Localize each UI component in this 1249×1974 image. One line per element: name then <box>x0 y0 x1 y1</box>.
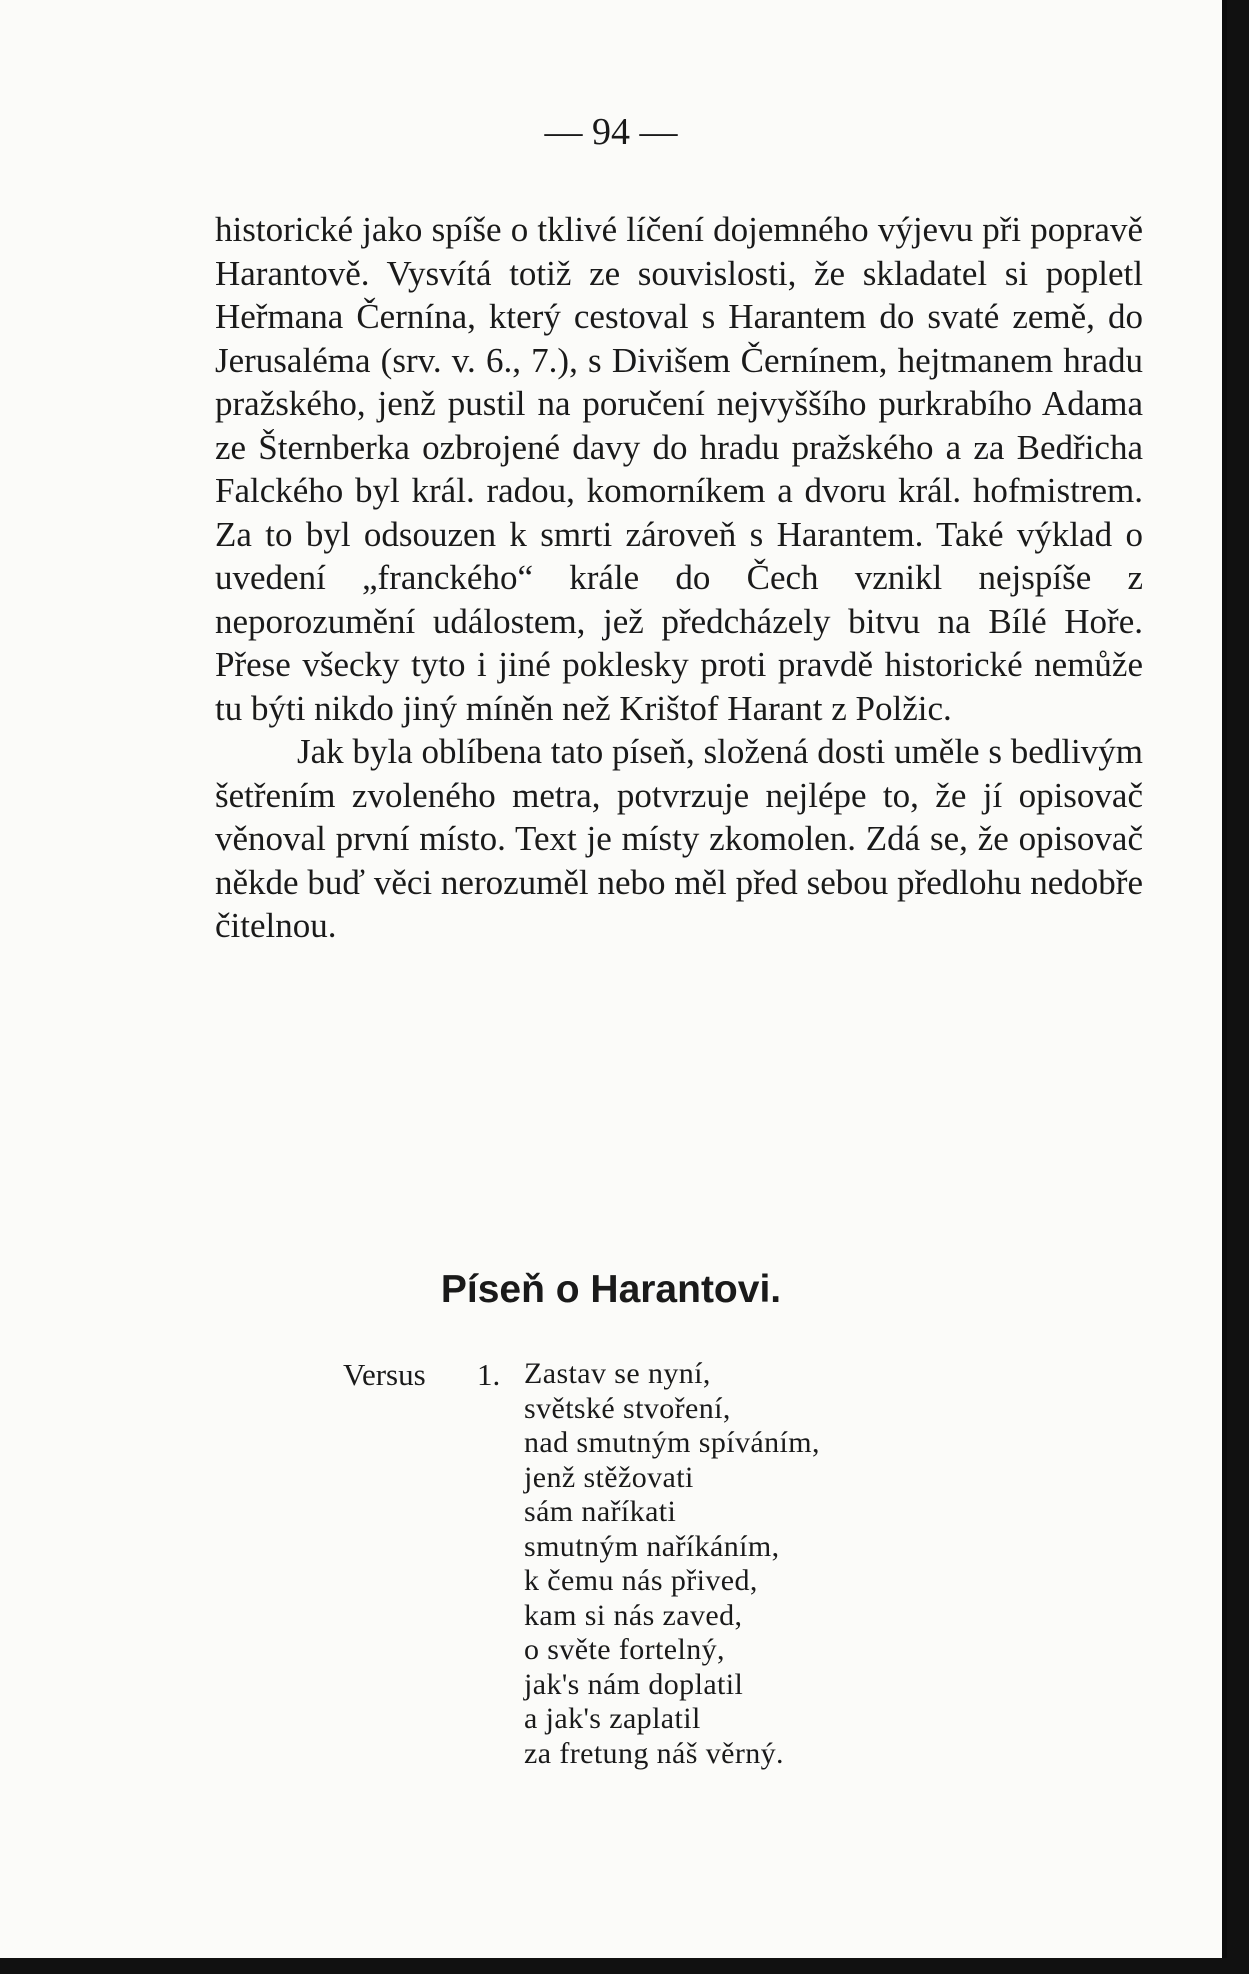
verse-line: o světe fortelný, <box>524 1633 725 1666</box>
verse-line: za fretung náš věrný. <box>524 1736 784 1770</box>
verse-line: jak's nám doplatil <box>524 1667 744 1701</box>
verse-number: 1. <box>477 1357 501 1392</box>
page-number: — 94 — <box>544 111 678 153</box>
verse-line: sám naříkati <box>524 1495 677 1528</box>
verse-label: Versus <box>343 1357 426 1392</box>
paragraph-1: historické jako spíše o tklivé líčení dojemného výjevu při popravě Harantově. Vysvítá totiž ze souvislosti, že skladatel si popletl Heřmana Černína, který cestoval s Harantem do svaté země, do Jerusaléma (srv. v. 6., 7.), s Divišem Černínem, hejtmanem hradu pražského, jenž pustil na poručení nejvyššího purkrabího Adama ze Šternberka ozbrojené davy do hradu pražského a za Bedřicha Falckého byl král. radou, komorníkem a dvoru král. hofmistrem. Za to byl odsouzen k smrti zároveň s Harantem. Také výklad o uvedení „franckého“ krále do Čech vznikl nejspíše z neporozumění událostem, jež předcházely bitvu na Bílé Hoře. Přese všecky tyto i jiné poklesky proti pravdě historické nemůže tu býti nikdo jiný míněn než Krištof Harant z Polžic. <box>215 210 1143 728</box>
verse-line: nad smutným spíváním, <box>524 1426 820 1459</box>
paragraph-2: Jak byla oblíbena tato píseň, složená dosti uměle s bedlivým šetřením zvoleného metra, potvrzuje nejlépe to, že jí opisovač věnoval první místo. Text je místy zkomolen. Zdá se, že opisovač někde buď věci nerozuměl nebo měl před sebou předlohu nedobře čitelnou. <box>215 732 1143 945</box>
verse-line: a jak's zaplatil <box>524 1702 701 1735</box>
verse-line: Zastav se nyní, <box>524 1357 711 1390</box>
body-text <box>215 208 1143 948</box>
verse-line: kam si nás zaved, <box>524 1598 743 1632</box>
song-title: Píseň o Harantovi. <box>440 1268 782 1311</box>
verse-line: jenž stěžovati <box>524 1460 694 1494</box>
verse-line: k čemu nás přived, <box>524 1564 758 1597</box>
verse-line: smutným naříkáním, <box>524 1529 780 1563</box>
verse-lines <box>524 1357 820 1771</box>
verse-line: světské stvoření, <box>524 1391 731 1425</box>
